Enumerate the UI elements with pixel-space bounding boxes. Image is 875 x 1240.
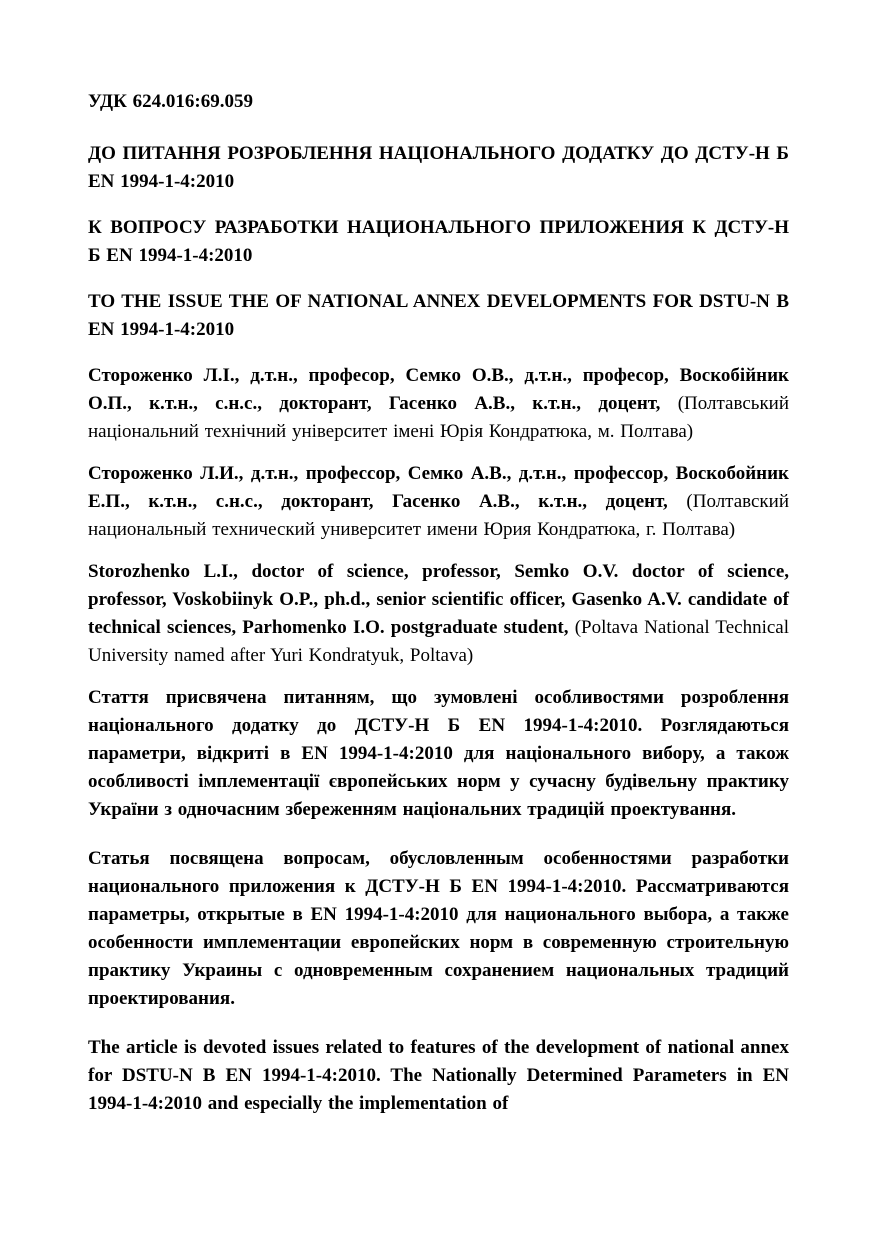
- affiliation-russian: (Полтавский национальный технический университет имени Юрия Кондратюка, г. Полтава): [88, 491, 789, 540]
- affiliation-ukrainian: (Полтавський національний технічний університет імені Юрія Кондратюка, м. Полтава): [88, 393, 790, 442]
- article-title-russian: К ВОПРОСУ РАЗРАБОТКИ НАЦИОНАЛЬНОГО ПРИЛОЖЕНИЯ К ДСТУ-Н Б EN 1994-1-4:2010: [88, 217, 789, 266]
- article-title-ukrainian: ДО ПИТАННЯ РОЗРОБЛЕННЯ НАЦІОНАЛЬНОГО ДОДАТКУ ДО ДСТУ-Н Б EN 1994-1-4:2010: [88, 143, 789, 192]
- authors-russian: [88, 460, 789, 544]
- abstract-russian: Статья посвящена вопросам, обусловленным особенностями разработки национального приложения к ДСТУ-Н Б EN 1994-1-4:2010. Рассматриваются параметры, открытые в EN 1994-1-4:2010 для национального выбора, а также особенности имплементации европейских норм в современную строительную практику Украины с одновременным сохранением национальных традиций проектирования.: [88, 848, 789, 1009]
- article-title-english: TO THE ISSUE THE OF NATIONAL ANNEX DEVELOPMENTS FOR DSTU-N B EN 1994-1-4:2010: [88, 291, 789, 340]
- abstract-english: The article is devoted issues related to features of the development of national annex for DSTU-N B EN 1994-1-4:2010. The Nationally Determined Parameters in EN 1994-1-4:2010 and especially the implementation of: [88, 1037, 789, 1114]
- author-names-english: Storozhenko L.I., doctor of science, professor, Semko O.V. doctor of science, professor, Voskobiinyk O.P., ph.d., senior scientific officer, Gasenko A.V. candidate of technical sciences, Parhomenko I.O. postgraduate student,: [88, 561, 789, 638]
- author-names-russian: Стороженко Л.И., д.т.н., профессор, Семко А.В., д.т.н., профессор, Воскобойник Е.П., к.т.н., с.н.с., докторант, Гасенко А.В., к.т.н., доцент,: [88, 463, 789, 512]
- authors-ukrainian: [88, 362, 789, 446]
- authors-english: [88, 558, 789, 670]
- udc-code: УДК 624.016:69.059: [88, 91, 253, 112]
- author-names-ukrainian: Стороженко Л.І., д.т.н., професор, Семко О.В., д.т.н., професор, Воскобійник О.П., к.т.н., с.н.с., докторант, Гасенко А.В., к.т.н., доцент,: [88, 365, 789, 414]
- affiliation-english: (Poltava National Technical University named after Yuri Kondratyuk, Poltava): [88, 617, 789, 666]
- abstract-ukrainian: Стаття присвячена питанням, що зумовлені особливостями розроблення національного додатку до ДСТУ-Н Б EN 1994-1-4:2010. Розглядаються параметри, відкриті в EN 1994-1-4:2010 для національного вибору, а також особливості імплементації європейських норм у сучасну будівельну практику України з одночасним збереженням національних традицій проектування.: [88, 687, 789, 820]
